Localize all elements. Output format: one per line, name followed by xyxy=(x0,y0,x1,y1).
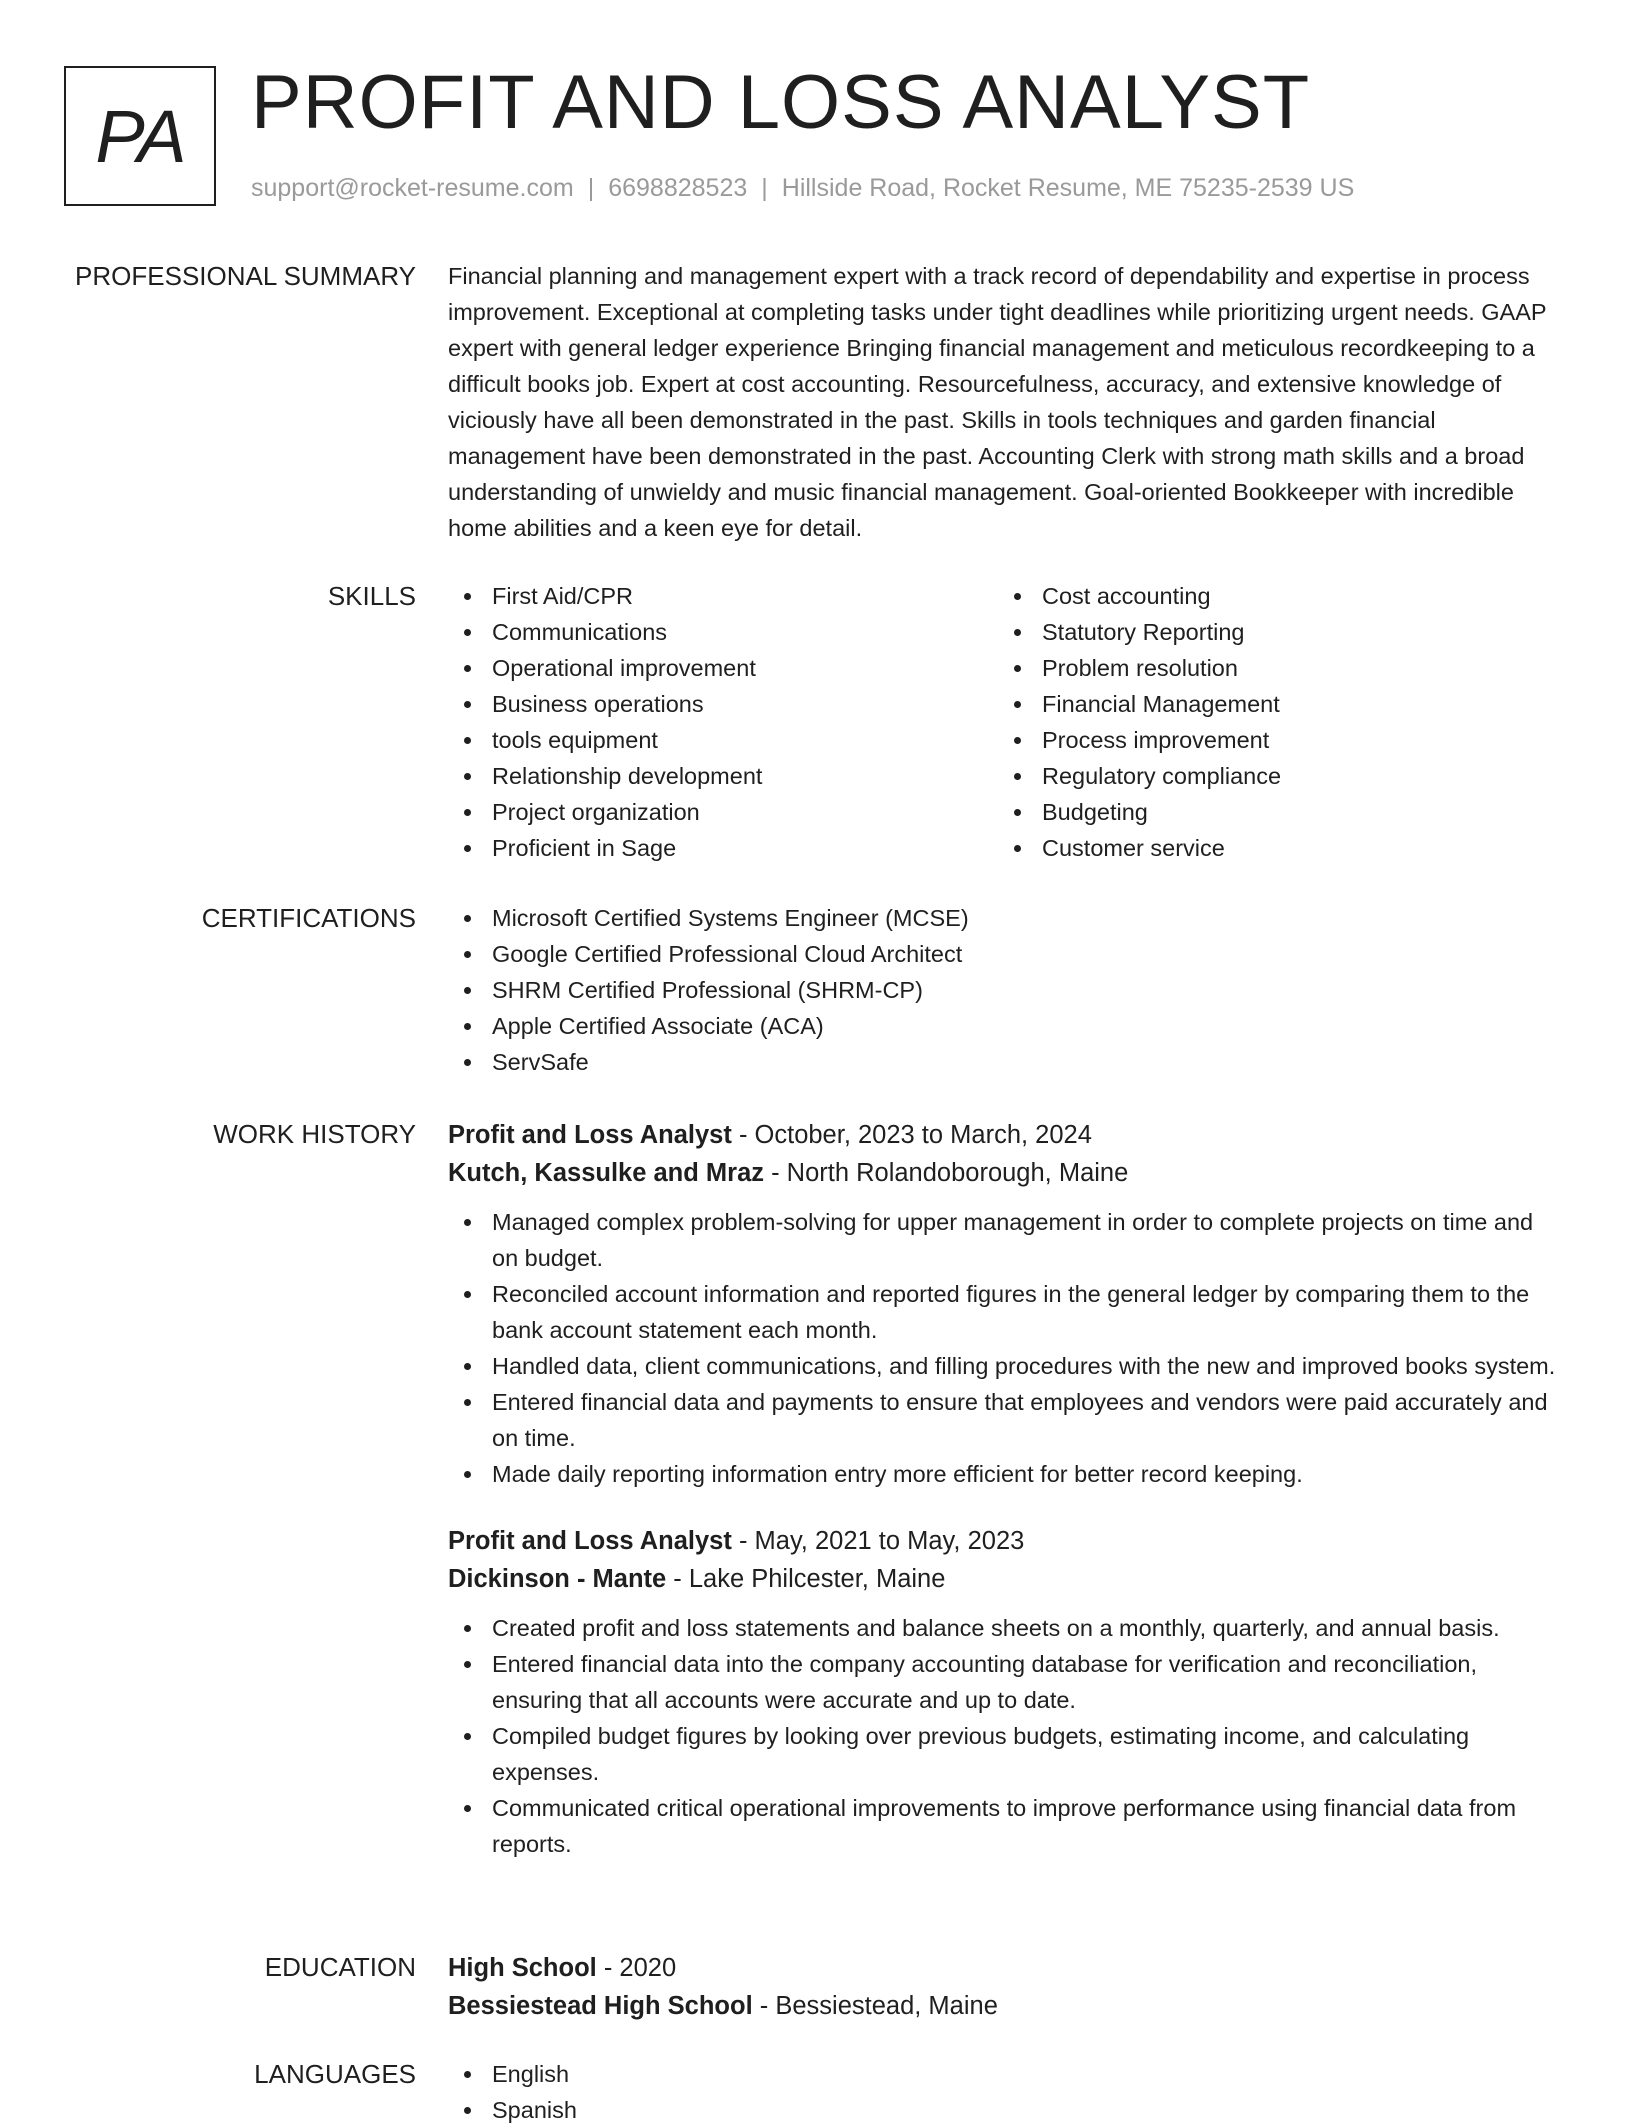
skill-item: Cost accounting xyxy=(998,578,1548,614)
job-bullets xyxy=(448,1610,1560,1862)
job-company: Kutch, Kassulke and Mraz xyxy=(448,1159,764,1187)
language-item: Spanish xyxy=(448,2092,1560,2128)
education-school-line xyxy=(448,1987,1560,2025)
job-entry xyxy=(448,1522,1560,1862)
job-bullets xyxy=(448,1204,1560,1492)
contact-separator: | xyxy=(587,174,595,202)
skill-item: Project organization xyxy=(448,794,998,830)
skill-item: Financial Management xyxy=(998,686,1548,722)
work-history-content xyxy=(448,1116,1560,1862)
job-title-line xyxy=(448,1116,1560,1154)
job-bullet: Entered financial data into the company accounting database for verification and reconciliation, ensuring that all accounts were accurate and up to date. xyxy=(448,1646,1560,1718)
job-location: - Lake Philcester, Maine xyxy=(666,1565,946,1593)
contact-address: Hillside Road, Rocket Resume, ME 75235-2539 US xyxy=(781,174,1355,202)
job-company: Dickinson - Mante xyxy=(448,1565,667,1593)
skill-item: Problem resolution xyxy=(998,650,1548,686)
certifications-content xyxy=(448,900,1560,1080)
education-year: - 2020 xyxy=(596,1954,677,1982)
skill-item: Budgeting xyxy=(998,794,1548,830)
skills-list-right xyxy=(998,578,1548,866)
contact-separator: | xyxy=(761,174,768,202)
job-location: - North Rolandoborough, Maine xyxy=(764,1159,1129,1187)
section-label-work-history: WORK HISTORY xyxy=(213,1119,416,1149)
section-label-languages: LANGUAGES xyxy=(254,2059,416,2089)
job-company-line xyxy=(448,1560,1560,1598)
skill-item: Process improvement xyxy=(998,722,1548,758)
skill-item: Regulatory compliance xyxy=(998,758,1548,794)
certification-item: Microsoft Certified Systems Engineer (MCSE) xyxy=(448,900,1560,936)
summary-text: Financial planning and management expert with a track record of dependability and expertise in process improvement. Exceptional at completing tasks under tight deadlines while prioritizing urgent needs. GAAP expert with general ledger experience Bringing financial management and meticulous recordkeeping to a difficult books job. Expert at cost accounting. Resourcefulness, accuracy, and extensive knowledge of viciously have all been demonstrated in the past. Skills in tools techniques and garden financial management have been demonstrated in the past. Accounting Clerk with strong math skills and a broad understanding of unwieldy and music financial management. Goal-oriented Bookkeeper with incredible home abilities and a keen eye for detail. xyxy=(448,263,1547,541)
job-dates: - October, 2023 to March, 2024 xyxy=(731,1121,1092,1149)
section-label-education: EDUCATION xyxy=(264,1952,416,1982)
skill-item: Proficient in Sage xyxy=(448,830,998,866)
certification-item: ServSafe xyxy=(448,1044,1560,1080)
job-bullet: Created profit and loss statements and balance sheets on a monthly, quarterly, and annual basis. xyxy=(448,1610,1560,1646)
certification-item: Apple Certified Associate (ACA) xyxy=(448,1008,1560,1044)
contact-phone[interactable]: 6698828523 xyxy=(608,174,748,202)
languages-content xyxy=(448,2056,1560,2128)
skill-item: Statutory Reporting xyxy=(998,614,1548,650)
job-title: Profit and Loss Analyst xyxy=(448,1121,732,1149)
education-degree-line xyxy=(448,1949,1560,1987)
languages-list xyxy=(448,2056,1560,2128)
job-bullet: Communicated critical operational improvements to improve performance using financial data from reports. xyxy=(448,1790,1560,1862)
skill-item: Business operations xyxy=(448,686,998,722)
job-entry xyxy=(448,1116,1560,1492)
skill-item: Communications xyxy=(448,614,998,650)
skill-item: Customer service xyxy=(998,830,1548,866)
job-bullet: Entered financial data and payments to ensure that employees and vendors were paid accurately and on time. xyxy=(448,1384,1560,1456)
skills-list-left xyxy=(448,578,998,866)
section-label-certifications: CERTIFICATIONS xyxy=(201,903,416,933)
job-bullet: Reconciled account information and reported figures in the general ledger by comparing them to the bank account statement each month. xyxy=(448,1276,1560,1348)
summary-content xyxy=(448,258,1560,546)
contact-email[interactable]: support@rocket-resume.com xyxy=(251,174,574,202)
job-company-line xyxy=(448,1154,1560,1192)
section-label-summary: PROFESSIONAL SUMMARY xyxy=(75,261,416,291)
job-bullet: Handled data, client communications, and filling procedures with the new and improved books system. xyxy=(448,1348,1560,1384)
certification-item: SHRM Certified Professional (SHRM-CP) xyxy=(448,972,1560,1008)
education-school: Bessiestead High School xyxy=(448,1992,753,2020)
certifications-list xyxy=(448,900,1560,1080)
job-title-line xyxy=(448,1522,1560,1560)
job-bullet: Made daily reporting information entry more efficient for better record keeping. xyxy=(448,1456,1560,1492)
resume-title: PROFIT AND LOSS ANALYST xyxy=(251,60,1311,145)
education-degree: High School xyxy=(448,1954,597,1982)
job-dates: - May, 2021 to May, 2023 xyxy=(731,1527,1025,1555)
certification-item: Google Certified Professional Cloud Architect xyxy=(448,936,1560,972)
education-location: - Bessiestead, Maine xyxy=(752,1992,998,2020)
job-title: Profit and Loss Analyst xyxy=(448,1527,732,1555)
monogram-logo: PA xyxy=(64,66,216,206)
skills-grid xyxy=(448,578,1560,866)
skill-item: tools equipment xyxy=(448,722,998,758)
job-bullet: Compiled budget figures by looking over previous budgets, estimating income, and calculating expenses. xyxy=(448,1718,1560,1790)
skill-item: Relationship development xyxy=(448,758,998,794)
language-item: English xyxy=(448,2056,1560,2092)
education-content xyxy=(448,1949,1560,2025)
section-label-skills: SKILLS xyxy=(327,581,416,611)
contact-line xyxy=(251,174,1354,203)
skill-item: First Aid/CPR xyxy=(448,578,998,614)
skill-item: Operational improvement xyxy=(448,650,998,686)
job-bullet: Managed complex problem-solving for upper management in order to complete projects on time and on budget. xyxy=(448,1204,1560,1276)
